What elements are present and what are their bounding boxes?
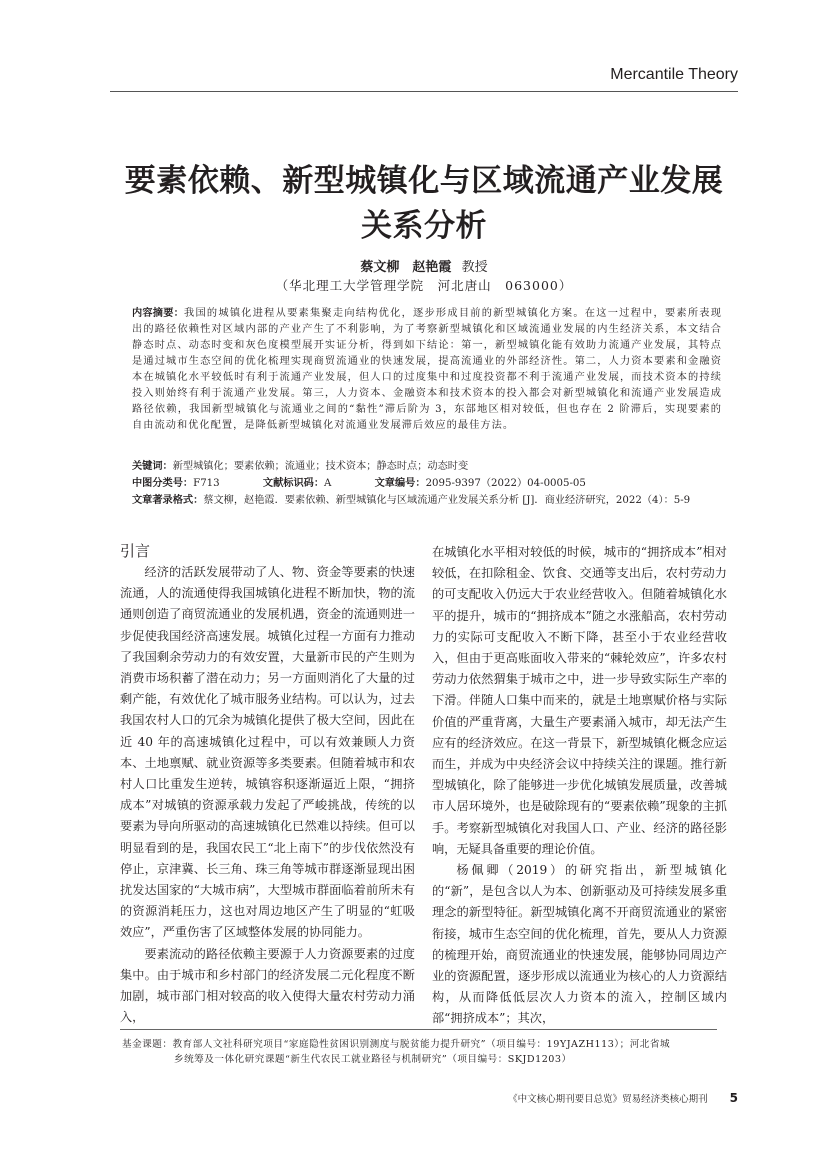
author-names: 蔡文柳 赵艳霞	[360, 260, 452, 275]
funding-footnote	[122, 1037, 722, 1067]
doc-code-label: 文献标识码：	[262, 478, 325, 489]
doc-code-value: A	[324, 478, 332, 489]
author-affiliation: （华北理工大学管理学院 河北唐山 063000）	[275, 278, 573, 293]
article-title: 要素依赖、新型城镇化与区域流通产业发展关系分析	[124, 163, 724, 244]
clc-value: F713	[193, 478, 220, 489]
body-column-right	[432, 542, 727, 1030]
citation-text: 蔡文柳，赵艳霞．要素依赖、新型城镇化与区域流通产业发展关系分析 [J]．商业经济研究，2022（4）：5-9	[203, 495, 691, 506]
body-paragraph-continued: 在城镇化水平相对较低的时候，城市的“拥挤成本”相对较低，在扣除租金、饮食、交通等支出后，农村劳动力的可支配收入仍远大于农业经营收入。但随着城镇化水平的提升，城市的“拥挤成本”随之水涨船高，农村劳动力的实际可支配收入不断下降，甚至小于农业经营收入，但由于更高账面收入带来的“棘轮效应”，许多农村劳动力依然猬集于城市之中，进一步导致实际生产率的下滑。伴随人口集中而来的，就是土地禀赋价格与实际价值的严重背离，大量生产要素涌入城市，却无法产生应有的经济效应。在这一背景下，新型城镇化概念应运而生，并成为中央经济会议中持续关注的课题。推行新型城镇化，除了能够进一步优化城镇发展质量，改善城市人居环境外，也是破除现有的“要素依赖”现象的主抓手。考察新型城镇化对我国人口、产业、经济的路径影响，无疑具备重要的理论价值。	[432, 545, 727, 856]
funding-line: 基金课题：教育部人文社科研究项目“家庭隐性贫困识别测度与脱贫能力提升研究”（项目编号：19YJAZH113）；河北省城	[122, 1039, 671, 1050]
header-rule	[110, 91, 738, 92]
page-number: 5	[729, 1091, 738, 1105]
body-paragraph: 要素流动的路径依赖主要源于人力资源要素的过度集中。由于城市和乡村部门的经济发展二元化程度不断加剧，城市部门相对较高的收入使得大量农村劳动力涌入，	[120, 946, 415, 1025]
article-number-label: 文章编号：	[374, 478, 426, 489]
keywords-label: 关键词：	[132, 461, 173, 472]
running-head: Mercantile Theory	[610, 66, 738, 83]
clc-label: 中图分类号：	[132, 478, 194, 489]
abstract	[132, 306, 722, 434]
article-number-value: 2095-9397（2022）04-0005-05	[425, 478, 586, 489]
body-paragraph: 经济的活跃发展带动了人、物、资金等要素的快速流通，人的流通使得我国城镇化进程不断加快，物的流通则创造了商贸流通业的发展机遇，资金的流通则进一步促使我国经济高速发展。城镇化过程一方面有力推动了我国剩余劳动力的有效安置，大量新市民的产生则为消费市场积蓄了潜在动力；另一方面则消化了大量的过剩产能，有效优化了城市服务业结构。可以认为，过去我国农村人口的冗余为城镇化提供了极大空间，因此在近 40 年的高速城镇化过程中，可以有效兼顾人力资本、土地禀赋、就业资源等多类要素。但随着城市和农村人口比重发生逆转，城镇容积逐渐逼近上限，“拥挤成本”对城镇的资源承载力发起了严峻挑战，传统的以要素为导向所驱动的高速城镇化已然难以持续。但可以明显看到的是，我国农民工“北上南下”的步伐依然没有停止，京津冀、长三角、珠三角等城市群逐渐显现出困扰发达国家的“大城市病”，大型城市群面临着前所未有的资源消耗压力，这也对周边地区产生了明显的“虹吸效应”，严重伤害了区域整体发展的协同能力。	[120, 565, 415, 940]
author-line	[110, 256, 738, 275]
body-column-left	[120, 541, 415, 1028]
citation	[132, 493, 722, 509]
author-role: 教授	[461, 260, 488, 275]
keywords	[132, 459, 722, 475]
abstract-label: 内容摘要：	[132, 308, 185, 319]
section-heading-introduction: 引言	[120, 542, 151, 560]
journal-note: 《中文核心期刊要目总览》贸易经济类核心期刊	[508, 1094, 708, 1105]
footnote-rule	[120, 1029, 717, 1030]
keywords-text: 新型城镇化；要素依赖；流通业；技术资本；静态时点；动态时变	[172, 461, 469, 472]
body-paragraph: 杨佩卿（2019）的研究指出，新型城镇化的“新”，是包含以人为本、创新驱动及可持续发展多重理念的新型特征。新型城镇化离不开商贸流通业的紧密衔接，城市生态空间的优化梳理，首先，要从人力资源的梳理开始，商贸流通业的快速发展，能够协同周边产业的资源配置，逐步形成以流通业为核心的人力资源结构，从而降低低层次人力资本的流入，控制区域内部“拥挤成本”；其次，	[432, 863, 727, 1026]
classification-line	[132, 476, 722, 492]
page-footer	[110, 1091, 738, 1105]
funding-line: 乡统筹及一体化研究课题“新生代农民工就业路径与机制研究”（项目编号：SKJD1203）	[174, 1054, 572, 1065]
citation-label: 文章著录格式：	[132, 495, 204, 506]
abstract-text: 我国的城镇化进程从要素集聚走向结构优化，逐步形成目前的新型城镇化方案。在这一过程中，要素所表现出的路径依赖性对区域内部的产业产生了不利影响，为了考察新型城镇化和区域流通业发展的内生经济关系，本文结合静态时点、动态时变和灰色度模型展开实证分析，得到如下结论：第一，新型城镇化能有效助力流通产业发展，其特点是通过城市生态空间的优化梳理实现商贸流通业的快速发展，提高流通业的外部经济性。第二，人力资本要素和金融资本在城镇化水平较低时有利于流通产业发展，但人口的过度集中和过度投资都不利于流通产业发展，而技术资本的持续投入则始终有利于流通产业发展。第三，人力资本、金融资本和技术资本的投入都会对新型城镇化和流通产业发展造成路径依赖，我国新型城镇化与流通业之间的“黏性”滞后阶为 3，东部地区相对较低，但也存在 2 阶滞后，实现要素的自由流动和优化配置，是降低新型城镇化对流通业发展滞后效应的最佳方法。	[132, 308, 722, 431]
